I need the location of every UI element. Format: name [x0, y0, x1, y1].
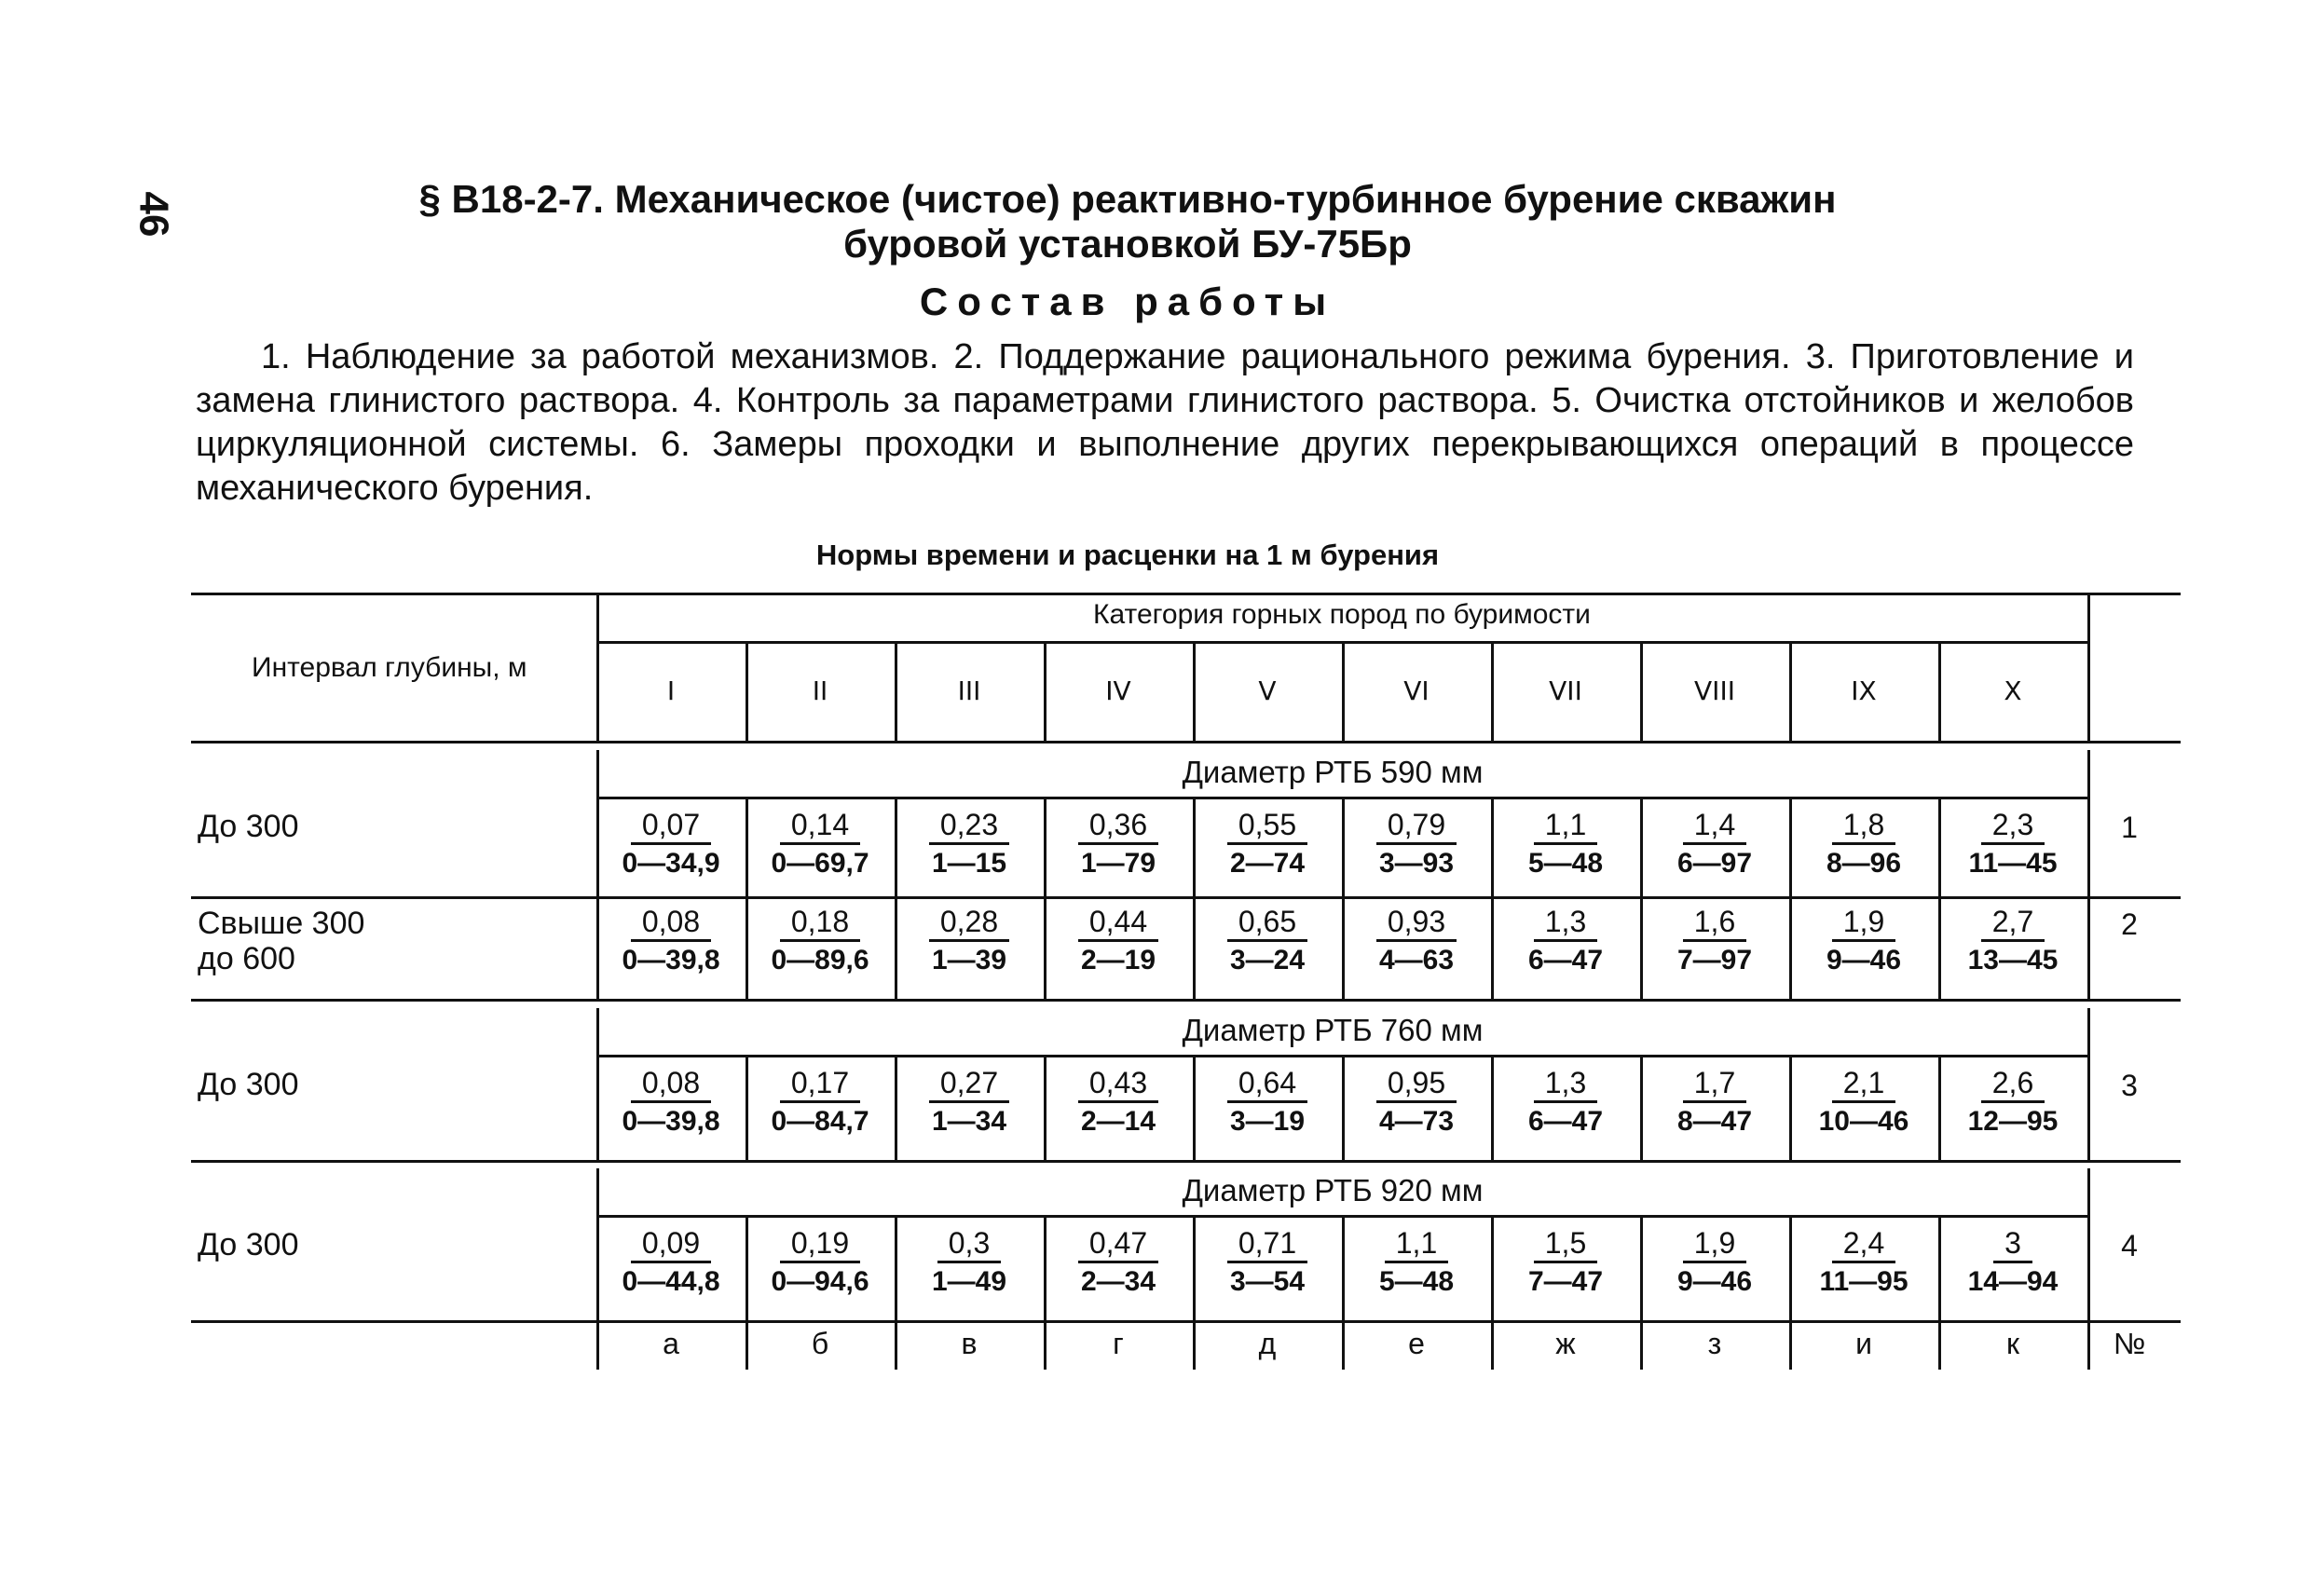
column-letter: з — [1707, 1327, 1722, 1360]
rate-cell — [1342, 1225, 1491, 1301]
time-norm: 2,1 — [1832, 1065, 1895, 1103]
diameter-label: Диаметр РТБ 920 мм — [1182, 1173, 1484, 1207]
rate-price: 13—45 — [1967, 945, 2059, 975]
rate-price: 4—63 — [1378, 945, 1455, 975]
rate-cell — [1640, 1065, 1789, 1140]
column-letter: е — [1408, 1327, 1425, 1360]
time-norm: 0,64 — [1227, 1065, 1307, 1103]
work-composition-heading: Состав работы — [919, 280, 1336, 323]
column-letter: в — [961, 1327, 978, 1360]
diameter-label: Диаметр РТБ 760 мм — [1182, 1013, 1484, 1047]
rate-price: 12—95 — [1967, 1106, 2059, 1137]
rate-cell — [1193, 904, 1342, 979]
interval-label: До 300 — [198, 1067, 299, 1102]
time-norm: 0,23 — [929, 807, 1009, 845]
rate-cell — [1193, 1065, 1342, 1140]
rate-cell — [1193, 807, 1342, 882]
column-letter: и — [1855, 1327, 1872, 1360]
table-top-rule — [191, 593, 2181, 595]
rate-price: 7—47 — [1527, 1266, 1604, 1297]
rate-price: 6—47 — [1527, 945, 1604, 975]
rate-cell — [746, 1065, 895, 1140]
rate-cell — [746, 807, 895, 882]
interval-label: До 300 — [198, 809, 299, 844]
interval-label: До 300 — [198, 1227, 299, 1262]
time-norm: 1,9 — [1683, 1225, 1746, 1263]
time-norm: 0,47 — [1078, 1225, 1158, 1263]
rate-cell — [1789, 904, 1938, 979]
rate-price: 11—45 — [1968, 848, 2058, 879]
time-norm: 0,07 — [631, 807, 711, 845]
time-norm: 1,7 — [1683, 1065, 1746, 1103]
rate-cell — [1044, 1225, 1193, 1301]
diameter-label: Диаметр РТБ 590 мм — [1182, 755, 1484, 789]
rate-price: 0—44,8 — [622, 1266, 720, 1297]
rate-price: 0—34,9 — [622, 848, 720, 879]
rate-price: 3—93 — [1378, 848, 1455, 879]
column-letter: а — [663, 1327, 679, 1360]
rate-cell — [1342, 807, 1491, 882]
time-norm: 1,1 — [1534, 807, 1597, 845]
time-norm: 2,7 — [1981, 904, 2045, 942]
category-header: Категория горных пород по буримости — [1093, 599, 1591, 630]
time-norm: 0,44 — [1078, 904, 1158, 942]
rate-cell — [1044, 904, 1193, 979]
rate-price: 3—19 — [1229, 1106, 1306, 1137]
rate-cell — [596, 1225, 746, 1301]
rate-cell — [1491, 1225, 1640, 1301]
column-letter: г — [1113, 1327, 1124, 1360]
rate-cell — [1938, 904, 2087, 979]
rate-cell — [1491, 1065, 1640, 1140]
category-label: IX — [1851, 675, 1877, 706]
time-norm: 0,79 — [1376, 807, 1457, 845]
time-norm: 0,55 — [1227, 807, 1307, 845]
page-number: 46 — [130, 191, 177, 238]
time-norm: 1,9 — [1832, 904, 1895, 942]
time-norm: 0,3 — [937, 1225, 1001, 1263]
time-norm: 1,5 — [1534, 1225, 1597, 1263]
rate-price: 9—46 — [1676, 1266, 1753, 1297]
section-title: § В18-2-7. Механическое (чистое) реактивно-турбинное бурение скважин — [418, 177, 1837, 221]
rate-price: 6—47 — [1527, 1106, 1604, 1137]
rate-cell — [1640, 807, 1789, 882]
category-label: I — [666, 675, 676, 706]
time-norm: 1,8 — [1832, 807, 1895, 845]
interval-header: Интервал глубины, м — [252, 652, 527, 683]
category-label: X — [2004, 675, 2022, 706]
time-norm: 2,3 — [1981, 807, 2045, 845]
rate-price: 0—94,6 — [771, 1266, 869, 1297]
rate-cell — [1491, 904, 1640, 979]
category-label: VIII — [1694, 675, 1735, 706]
rate-price: 1—49 — [931, 1266, 1007, 1297]
number-header: № — [2113, 1327, 2146, 1360]
rate-cell — [1342, 904, 1491, 979]
time-norm: 0,93 — [1376, 904, 1457, 942]
header-bottom-rule — [191, 741, 2181, 743]
section-rule — [191, 1320, 2181, 1323]
time-norm: 0,17 — [780, 1065, 860, 1103]
rate-price: 1—79 — [1080, 848, 1156, 879]
rate-price: 11—95 — [1819, 1266, 1908, 1297]
time-norm: 0,65 — [1227, 904, 1307, 942]
time-norm: 1,1 — [1385, 1225, 1448, 1263]
rate-price: 0—39,8 — [622, 1106, 720, 1137]
rate-cell — [895, 904, 1044, 979]
rate-price: 8—47 — [1676, 1106, 1753, 1137]
rate-cell — [895, 1225, 1044, 1301]
section-rule — [191, 999, 2181, 1002]
column-letter: ж — [1555, 1327, 1576, 1360]
rate-price: 1—39 — [931, 945, 1007, 975]
category-label: VII — [1549, 675, 1582, 706]
rate-cell — [1789, 807, 1938, 882]
time-norm: 0,08 — [631, 904, 711, 942]
rate-price: 3—54 — [1229, 1266, 1306, 1297]
section-rule — [191, 1160, 2181, 1163]
rate-price: 2—14 — [1080, 1106, 1156, 1137]
row-number: 1 — [2121, 811, 2138, 844]
time-norm: 0,14 — [780, 807, 860, 845]
rate-price: 0—69,7 — [771, 848, 869, 879]
rate-cell — [1044, 1065, 1193, 1140]
rate-cell — [1491, 807, 1640, 882]
interval-label: Свыше 300 — [198, 906, 365, 941]
interval-label-line2: до 600 — [198, 941, 295, 976]
time-norm: 0,09 — [631, 1225, 711, 1263]
column-letter: к — [2006, 1327, 2019, 1360]
time-norm: 0,18 — [780, 904, 860, 942]
time-norm: 0,71 — [1227, 1225, 1307, 1263]
rate-price: 1—34 — [931, 1106, 1007, 1137]
rate-price: 2—34 — [1080, 1266, 1156, 1297]
time-norm: 0,95 — [1376, 1065, 1457, 1103]
time-norm: 0,36 — [1078, 807, 1158, 845]
rate-price: 1—15 — [931, 848, 1007, 879]
category-label: II — [812, 675, 828, 706]
row-number: 3 — [2121, 1069, 2138, 1102]
time-norm: 1,4 — [1683, 807, 1746, 845]
column-letter: б — [811, 1327, 829, 1360]
section-title-line2: буровой установкой БУ-75Бр — [843, 222, 1412, 266]
category-label: V — [1258, 675, 1277, 706]
rate-price: 7—97 — [1676, 945, 1753, 975]
rate-cell — [1640, 1225, 1789, 1301]
rate-cell — [895, 807, 1044, 882]
category-label: III — [957, 675, 981, 706]
rate-price: 2—74 — [1229, 848, 1306, 879]
rate-cell — [1938, 807, 2087, 882]
category-label: IV — [1105, 675, 1131, 706]
rate-cell — [1342, 1065, 1491, 1140]
time-norm: 0,27 — [929, 1065, 1009, 1103]
work-composition-text: 1. Наблюдение за работой механизмов. 2. Поддержание рационального режима бурения. 3. Приготовление и замена глинистого раствора. 4. Контроль за параметрами глинистого раствора. 5. Очистка отстойников и желобов циркуляционной системы. 6. Замеры проходки и выполнение других перекрывающихся операций в процессе механического бурения. — [196, 337, 2134, 508]
time-norm: 3 — [1993, 1225, 2032, 1263]
rate-price: 5—48 — [1378, 1266, 1455, 1297]
rate-price: 9—46 — [1826, 945, 1902, 975]
table-caption: Нормы времени и расценки на 1 м бурения — [815, 539, 1440, 571]
rate-price: 5—48 — [1527, 848, 1604, 879]
rate-cell — [746, 1225, 895, 1301]
rate-cell — [596, 904, 746, 979]
time-norm: 1,3 — [1534, 904, 1597, 942]
time-norm: 2,4 — [1832, 1225, 1895, 1263]
rate-price: 10—46 — [1818, 1106, 1909, 1137]
rate-cell — [596, 807, 746, 882]
rate-price: 0—39,8 — [622, 945, 720, 975]
time-norm: 0,08 — [631, 1065, 711, 1103]
row-number: 2 — [2121, 907, 2138, 941]
row-rule — [191, 896, 2181, 899]
time-norm: 1,3 — [1534, 1065, 1597, 1103]
rate-price: 14—94 — [1967, 1266, 2059, 1297]
rate-cell — [596, 1065, 746, 1140]
time-norm: 2,6 — [1981, 1065, 2045, 1103]
rate-price: 3—24 — [1229, 945, 1306, 975]
rate-cell — [1938, 1065, 2087, 1140]
column-letter: д — [1258, 1327, 1277, 1360]
rate-price: 0—89,6 — [771, 945, 869, 975]
rate-price: 6—97 — [1676, 848, 1753, 879]
rate-cell — [1938, 1225, 2087, 1301]
rate-price: 2—19 — [1080, 945, 1156, 975]
rate-price: 4—73 — [1378, 1106, 1455, 1137]
row-number: 4 — [2121, 1229, 2138, 1262]
rate-price: 8—96 — [1826, 848, 1902, 879]
rate-cell — [1193, 1225, 1342, 1301]
rate-cell — [1789, 1065, 1938, 1140]
table-column-rule — [2087, 750, 2090, 999]
time-norm: 1,6 — [1683, 904, 1746, 942]
time-norm: 0,19 — [780, 1225, 860, 1263]
table-column-rule — [2087, 593, 2090, 741]
rate-cell — [746, 904, 895, 979]
category-label: VI — [1403, 675, 1430, 706]
rate-cell — [895, 1065, 1044, 1140]
time-norm: 0,28 — [929, 904, 1009, 942]
rate-price: 0—84,7 — [771, 1106, 869, 1137]
time-norm: 0,43 — [1078, 1065, 1158, 1103]
rate-cell — [1640, 904, 1789, 979]
rate-cell — [1044, 807, 1193, 882]
rate-cell — [1789, 1225, 1938, 1301]
